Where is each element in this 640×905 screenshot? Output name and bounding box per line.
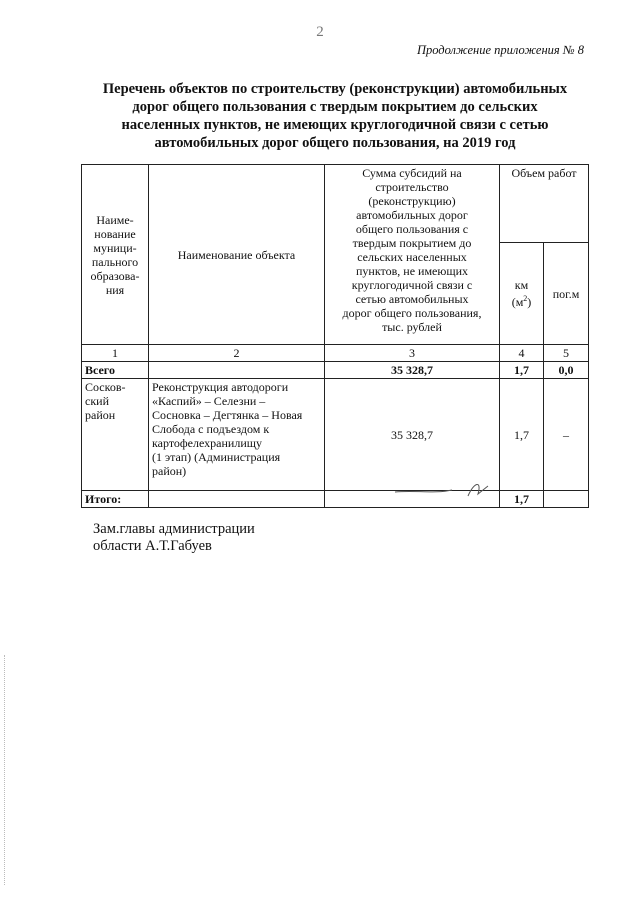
header-volume: Объем работ <box>500 165 589 243</box>
data-row <box>82 379 589 491</box>
title-line: автомобильных дорог общего пользования, на 2019 год <box>154 135 516 151</box>
column-number: 4 <box>500 345 544 362</box>
pen-scribble <box>390 478 500 500</box>
title-line: дорог общего пользования с твердым покрытием до сельских <box>132 99 538 115</box>
row-municipality: Сосков- ский район <box>82 379 149 491</box>
row-pogm: – <box>544 379 589 491</box>
header-pogm: пог.м <box>544 243 589 345</box>
itogo-object-empty <box>149 491 325 508</box>
column-numbers-row <box>82 345 589 362</box>
itogo-km: 1,7 <box>500 491 544 508</box>
total-row <box>82 362 589 379</box>
signature-line: Зам.главы администрации <box>93 521 255 537</box>
header-object: Наименование объекта <box>149 165 325 345</box>
title-line: населенных пунктов, не имеющих круглогодичной связи с сетью <box>121 117 549 133</box>
signature-block <box>93 521 255 555</box>
title-line: Перечень объектов по строительству (реконструкции) автомобильных <box>102 81 568 97</box>
column-number: 5 <box>544 345 589 362</box>
page-number: 2 <box>316 24 324 40</box>
itogo-pogm-empty <box>544 491 589 508</box>
itogo-label: Итого: <box>82 491 149 508</box>
itogo-row <box>82 491 589 508</box>
row-km: 1,7 <box>500 379 544 491</box>
total-km: 1,7 <box>500 362 544 379</box>
header-km: км $(м^2)$ <box>500 243 544 345</box>
document-title <box>70 80 600 152</box>
total-pogm: 0,0 <box>544 362 589 379</box>
appendix-note: Продолжение приложения № 8 <box>416 43 584 57</box>
header-subsidy: Сумма субсидий на строительство (реконструкцию) автомобильных дорог общего пользования с твердым покрытием до сельских населенных пунктов, не имеющих круглогодичной связи с сетью автомобильных дорог общего пользования, тыс. рублей <box>325 165 500 345</box>
header-municipality: Наиме- нование муници- пального образова- ния <box>82 165 149 345</box>
objects-table <box>81 164 589 508</box>
total-object-empty <box>149 362 325 379</box>
row-subsidy: 35 328,7 <box>325 379 500 491</box>
total-subsidy: 35 328,7 <box>325 362 500 379</box>
signature-line: области А.Т.Габуев <box>93 538 212 554</box>
column-number: 3 <box>325 345 500 362</box>
total-label: Всего <box>82 362 149 379</box>
row-object: Реконструкция автодороги «Каспий» – Селезни – Сосновка – Дегтянка – Новая Слобода с подъездом к картофелехранилищу (1 этап) (Администрация район) <box>149 379 325 491</box>
column-number: 1 <box>82 345 149 362</box>
column-number: 2 <box>149 345 325 362</box>
margin-punch-marks <box>4 655 7 885</box>
